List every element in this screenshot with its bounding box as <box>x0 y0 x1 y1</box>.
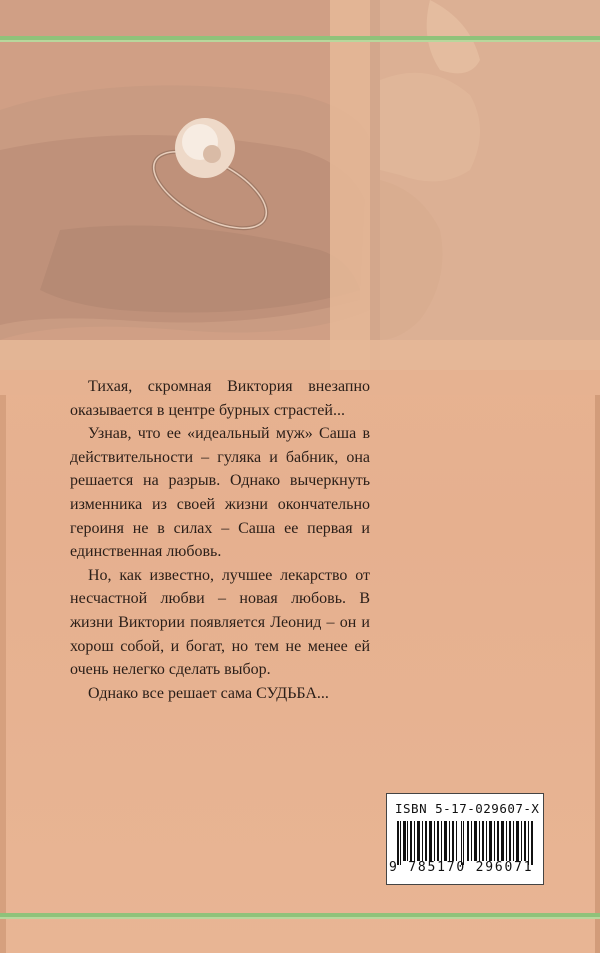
blurb-paragraph: Но, как известно, лучшее лекарство от несчастной любви – новая любовь. В жизни Виктории появляется Леонид – он и хорош собой, и богат, но тем не менее ей очень нелегко сделать выбор. <box>70 566 370 679</box>
ring-in-box-illustration <box>0 0 600 395</box>
ean-number: 9 785170 296071 <box>389 860 534 875</box>
back-cover-blurb <box>70 375 370 705</box>
blurb-paragraph: Узнав, что ее «идеальный муж» Саша в действительности – гуляка и бабник, она решается на разрыв. Однако вычеркнуть изменника из своей жизни окончательно героиня не в силах – Саша ее первая и единственная любовь. <box>70 425 370 561</box>
barcode-bars <box>397 821 533 865</box>
bottom-green-stripe <box>0 913 600 917</box>
ring-photo <box>0 0 600 395</box>
isbn-label: ISBN 5-17-029607-X <box>395 801 540 816</box>
top-green-stripe <box>0 36 600 40</box>
isbn-barcode <box>386 793 544 885</box>
blurb-paragraph: Однако все решает сама СУДЬБА... <box>88 684 329 702</box>
blurb-paragraph: Тихая, скромная Виктория внезапно оказывается в центре бурных страстей... <box>70 378 370 419</box>
